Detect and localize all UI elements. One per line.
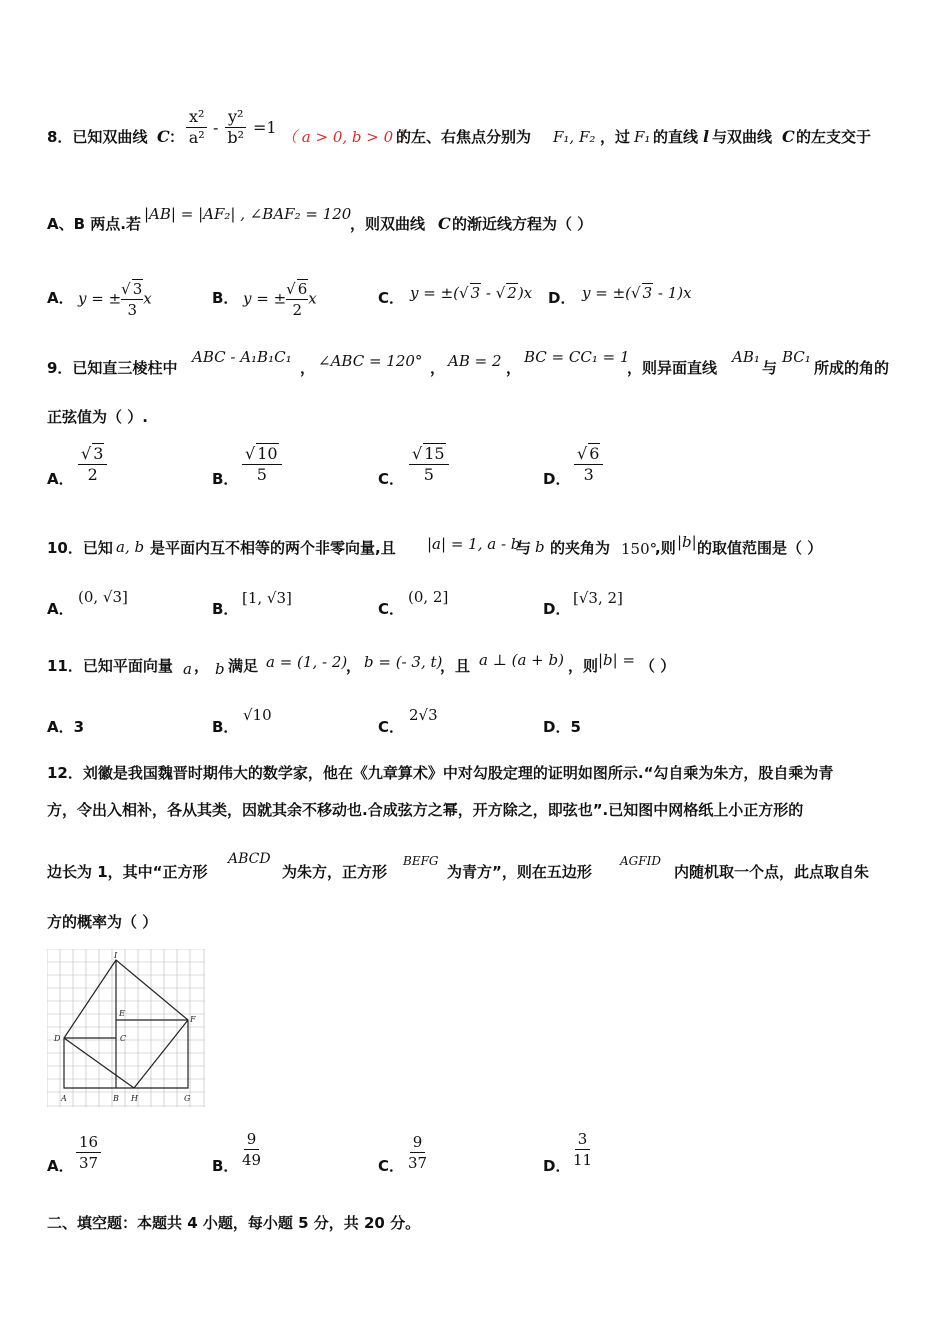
q10-cond: |a| = 1, a - b [427, 535, 521, 553]
q8-eq-rhs: =1 [253, 118, 277, 137]
q12-figure [47, 949, 205, 1107]
figure-point-b: B [113, 1094, 119, 1103]
q12-line4: 方的概率为（ ） [47, 913, 158, 931]
q9-ab1: AB₁ [732, 348, 760, 366]
q9-post: 所成的角的 [814, 359, 890, 377]
q9-option-b-num: 10 [257, 444, 278, 463]
q10-post: 的取值范围是（ ） [697, 539, 823, 557]
q12-option-a-label: A． [47, 1157, 74, 1175]
q10-option-a-expr: (0, √3] [78, 588, 128, 606]
q9-option-c-num: 15 [424, 444, 445, 463]
q8-option-a-expr: y = ± $\frac{√ 3}{3}$ x [78, 280, 152, 319]
q11-option-c-label: C． [378, 718, 405, 736]
q8-curve-name-2: C [782, 127, 795, 146]
q12-line3-d: 内随机取一个点，此点取自朱 [674, 863, 870, 881]
figure-point-c: C [120, 1034, 127, 1043]
q12-pentagon: AGFID [620, 854, 661, 868]
q11-cond2: b = (- 3, t) [364, 653, 443, 671]
q12-option-b-label: B． [212, 1157, 239, 1175]
q9-option-a-num: 3 [93, 444, 104, 463]
q9-with: 与 [762, 359, 778, 377]
q9-line2: 正弦值为（ ）. [47, 408, 148, 426]
q9-option-b-den: 5 [256, 465, 267, 484]
q9-comma-1: ， [300, 359, 316, 377]
q8-line1-mid2: ，过 [600, 128, 631, 146]
q8-line2-post2: 的渐近线方程为（ ） [452, 215, 593, 233]
figure-point-g: G [184, 1094, 191, 1103]
q8-line-l: l [703, 127, 710, 146]
q10-angle: 150° [621, 540, 658, 558]
q9-prefix: 9．已知直三棱柱中 [47, 359, 178, 377]
q8-line2-prefix: A、B 两点.若 [47, 215, 141, 233]
q11-cond1: a = (1, - 2) [266, 653, 348, 671]
q10-prefix: 10．已知 [47, 539, 113, 557]
q12-option-a-den: 37 [79, 1154, 99, 1172]
q12-option-b-frac [242, 1129, 261, 1170]
q11-ask: |b| = [598, 651, 636, 669]
q10-option-d-expr: [√3, 2] [573, 589, 623, 607]
q8-option-d-label: D． [548, 289, 576, 307]
q11-b: b [215, 660, 225, 678]
q9-option-c-den: 5 [423, 465, 434, 484]
q11-mid2: ，且 [440, 657, 471, 675]
q9-bc: BC = CC₁ = 1 [524, 348, 630, 366]
q10-option-c-expr: (0, 2] [408, 588, 449, 606]
q10-option-c-label: C． [378, 600, 405, 618]
q10-option-a-label: A． [47, 600, 74, 618]
q11-option-b-label: B． [212, 718, 239, 736]
section-2-heading: 二、填空题：本题共 4 小题，每小题 5 分，共 20 分。 [47, 1214, 421, 1232]
q8-curve-name-3: C [438, 214, 451, 233]
q8-option-b-expr: y = ± $\frac{√ 6}{2}$ x [243, 280, 317, 319]
q9-option-b-label: B． [212, 470, 239, 488]
q10-mid2: 的夹角为 [550, 539, 611, 557]
q11-comma-2: ， [346, 657, 362, 675]
q9-angle: ∠ABC = 120° [318, 352, 423, 370]
q9-comma-2: ， [430, 359, 446, 377]
q12-square-2: BEFG [403, 854, 439, 868]
q8-curve-name: C [157, 127, 170, 146]
q12-line2: 方，令出入相补，各从其类，因就其余不移动也.合成弦方之幂，开方除之，即弦也”.已知图中网格纸上小正方形的 [47, 801, 804, 819]
q12-option-d-label: D． [543, 1157, 571, 1175]
q8-minus: - [213, 118, 219, 137]
q12-line1: 12．刘徽是我国魏晋时期伟大的数学家，他在《九章算术》中对勾股定理的证明如图所示.“勾自乘为朱方，股自乘为青 [47, 764, 834, 782]
q8-option-c-expr: y = ±(√ 3 - √ 2)x [410, 284, 533, 302]
q11-option-c-expr: 2√3 [409, 706, 438, 724]
q11-post: （ ） [640, 657, 676, 675]
q12-line3-c: 为青方”，则在五边形 [447, 863, 592, 881]
q12-line3-b: 为朱方，正方形 [282, 863, 388, 881]
q12-option-d-den: 11 [573, 1151, 593, 1169]
q12-line3-a: 边长为 1，其中“正方形 [47, 863, 208, 881]
q11-option-a-label: A．3 [47, 718, 85, 736]
q12-square-1: ABCD [228, 851, 271, 867]
q8-line1-prefix: 8．已知双曲线 [47, 128, 148, 146]
q9-option-b-frac: $\frac{√ 10}{5}$ [242, 444, 282, 485]
q8-foci: F₁, F₂ [553, 128, 596, 146]
q8-option-b-label: B． [212, 289, 239, 307]
q12-option-d-num: 3 [575, 1129, 591, 1150]
q12-option-c-num: 9 [410, 1132, 426, 1153]
q11-mid: 满足 [228, 657, 259, 675]
figure-point-d: D [54, 1034, 61, 1043]
q8-frac-y-num: y² [225, 107, 246, 128]
q12-option-c-frac [408, 1132, 427, 1173]
q12-option-b-num: 9 [244, 1129, 260, 1150]
figure-lines [64, 960, 188, 1088]
q9-option-d-num: 6 [589, 444, 600, 463]
q8-option-a-label: A． [47, 289, 74, 307]
q9-option-a-frac: $\frac{√ 3}{2}$ [78, 444, 107, 485]
figure-point-i: I [114, 951, 118, 960]
q9-option-d-label: D． [543, 470, 571, 488]
q8-line2-condition: |AB| = |AF₂| , ∠BAF₂ = 120 [144, 205, 352, 223]
q10-option-b-label: B． [212, 600, 239, 618]
q9-ab: AB = 2 [448, 352, 502, 370]
q8-option-c-label: C． [378, 289, 405, 307]
q8-frac-y-den: b² [227, 128, 245, 147]
q10-absb: |b| [677, 533, 697, 551]
q8-line1-post2: 与双曲线 [712, 128, 773, 146]
q11-a: a [183, 660, 192, 678]
q10-option-b-expr: [1, √3] [242, 589, 292, 607]
q8-condition: （ a > 0, b > 0 ） [282, 128, 413, 146]
q9-option-c-label: C． [378, 470, 405, 488]
q12-option-c-den: 37 [408, 1154, 428, 1172]
q11-comma: ， [194, 657, 210, 675]
q10-option-d-label: D． [543, 600, 571, 618]
q9-option-d-frac: $\frac{√ 6}{3}$ [574, 444, 603, 485]
q12-option-d-frac [573, 1129, 592, 1170]
figure-point-h: H [131, 1094, 138, 1103]
q11-mid3: ，则 [568, 657, 599, 675]
q12-option-a-num: 16 [76, 1132, 101, 1153]
q10-b: b [535, 538, 545, 556]
q9-comma-3: ， [506, 359, 522, 377]
q9-mid: ，则异面直线 [627, 359, 718, 377]
q8-colon: ： [169, 128, 185, 146]
q12-option-b-den: 49 [242, 1151, 262, 1169]
q9-bc1: BC₁ [782, 348, 811, 366]
q10-mid3: ,则 [655, 539, 676, 557]
q9-option-a-label: A． [47, 470, 74, 488]
q8-line2-post: ，则双曲线 [350, 215, 426, 233]
q11-prefix: 11．已知平面向量 [47, 657, 173, 675]
q12-option-a-frac [76, 1132, 101, 1173]
q8-focus-f1: F₁ [634, 128, 651, 146]
q9-option-a-den: 2 [87, 465, 98, 484]
q10-mid: 是平面内互不相等的两个非零向量,且 [150, 539, 396, 557]
q8-line1-post: 的直线 [653, 128, 699, 146]
q8-frac-x-num: x² [186, 107, 207, 128]
q8-frac-y [225, 107, 246, 148]
q11-cond3: a ⊥ (a + b) [479, 651, 564, 669]
q11-option-d-label: D．5 [543, 718, 581, 736]
figure-point-e: E [119, 1009, 125, 1018]
q9-option-c-frac: $\frac{√ 15}{5}$ [409, 444, 449, 485]
q10-vecs: a, b [116, 538, 145, 556]
q9-prism: ABC - A₁B₁C₁ [192, 348, 292, 366]
q12-option-c-label: C． [378, 1157, 405, 1175]
q8-line1-mid: 的左、右焦点分别为 [396, 128, 532, 146]
q8-line1-post3: 的左支交于 [796, 128, 872, 146]
q9-option-d-den: 3 [583, 465, 594, 484]
q8-option-d-expr: y = ±(√ 3 - 1)x [582, 284, 692, 302]
q8-frac-x-den: a² [188, 128, 205, 147]
q10-with: 与 [516, 539, 532, 557]
q11-option-b-expr: √10 [243, 706, 272, 724]
q8-frac-x [186, 107, 207, 148]
figure-point-f: F [190, 1015, 196, 1024]
figure-point-a: A [61, 1094, 67, 1103]
